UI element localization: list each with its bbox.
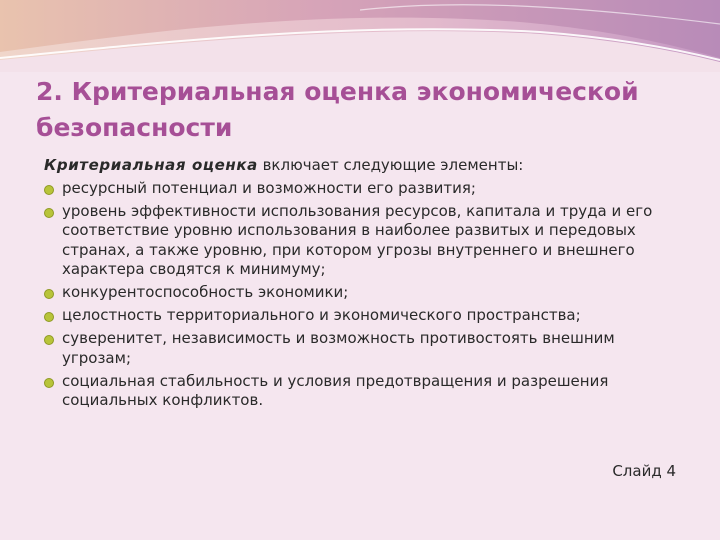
list-item-text: суверенитет, независимость и возможность противостоять внешним угрозам;	[62, 329, 615, 367]
list-item-text: конкурентоспособность экономики;	[62, 283, 349, 301]
bullet-dot-icon	[44, 312, 54, 322]
bullet-dot-icon	[44, 335, 54, 345]
intro-term: Критериальная оценка	[44, 156, 258, 174]
list-item	[42, 179, 682, 199]
slide-number: Слайд 4	[612, 462, 676, 480]
criteria-list	[42, 179, 682, 411]
slide-body	[42, 156, 682, 414]
bullet-dot-icon	[44, 185, 54, 195]
intro-line	[42, 156, 682, 176]
list-item	[42, 283, 682, 303]
bullet-dot-icon	[44, 289, 54, 299]
list-item-text: уровень эффективности использования ресурсов, капитала и труда и его соответствие уровню использования в наиболее развитых и передовых странах, а также уровню, при котором угрозы внутреннего и внешнего характера сводятся к минимуму;	[62, 201, 653, 278]
bullet-dot-icon	[44, 208, 54, 218]
intro-text: включает следующие элементы:	[257, 156, 524, 174]
list-item-text: целостность территориального и экономического пространства;	[62, 306, 581, 324]
list-item-text: социальная стабильность и условия предотвращения и разрешения социальных конфликтов.	[62, 371, 609, 409]
decorative-header-band	[0, 0, 720, 72]
list-item	[42, 202, 682, 280]
list-item	[42, 306, 682, 326]
slide-title: 2. Критериальная оценка экономической безопасности	[36, 77, 639, 142]
list-item	[42, 329, 682, 368]
bullet-dot-icon	[44, 378, 54, 388]
list-item	[42, 372, 682, 411]
list-item-text: ресурсный потенциал и возможности его развития;	[62, 178, 476, 197]
